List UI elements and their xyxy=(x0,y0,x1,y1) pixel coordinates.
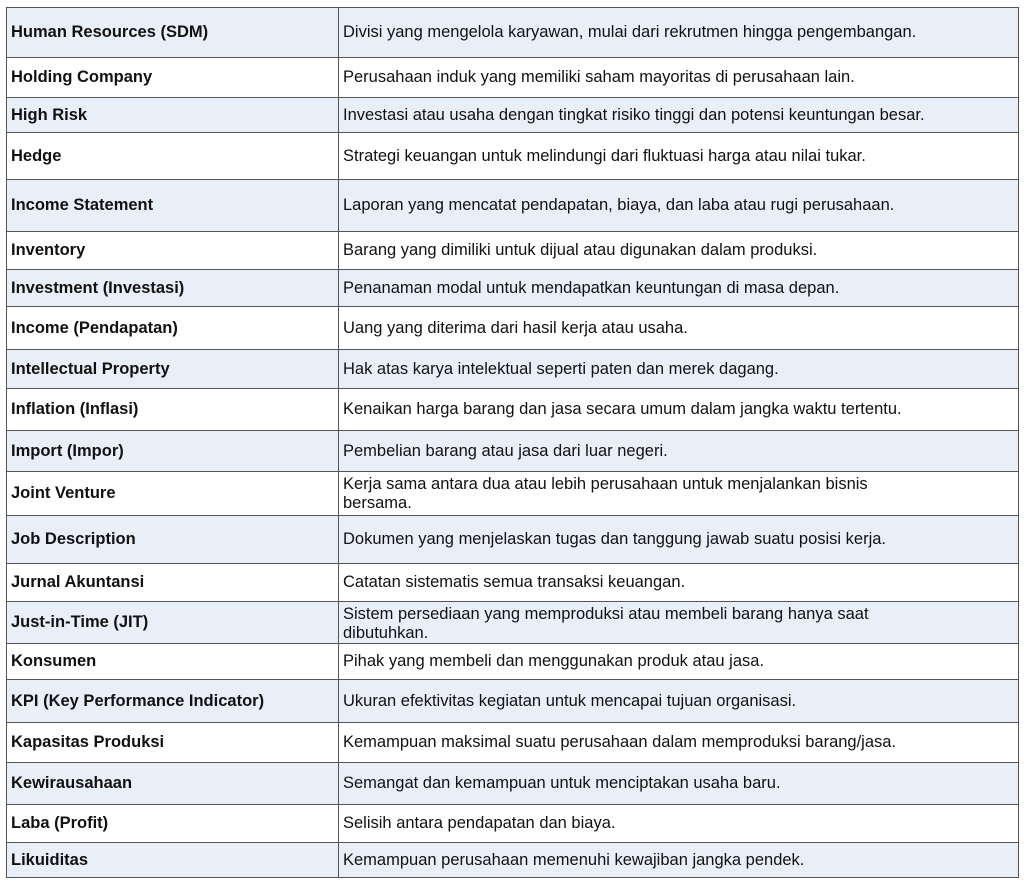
term-cell: Inflation (Inflasi) xyxy=(7,389,339,431)
table-row xyxy=(7,8,1019,58)
table-row xyxy=(7,644,1019,680)
term-cell: Just-in-Time (JIT) xyxy=(7,602,339,644)
term-cell: Likuiditas xyxy=(7,843,339,878)
definition-cell: Penanaman modal untuk mendapatkan keuntungan di masa depan. xyxy=(339,270,1019,307)
definition-cell: Kenaikan harga barang dan jasa secara umum dalam jangka waktu tertentu. xyxy=(339,389,1019,431)
definition-cell: Kerja sama antara dua atau lebih perusahaan untuk menjalankan bisnis bersama. xyxy=(339,472,1019,516)
definition-cell: Strategi keuangan untuk melindungi dari fluktuasi harga atau nilai tukar. xyxy=(339,133,1019,180)
term-cell: Inventory xyxy=(7,232,339,270)
term-cell: Joint Venture xyxy=(7,472,339,516)
definition-cell: Divisi yang mengelola karyawan, mulai dari rekrutmen hingga pengembangan. xyxy=(339,8,1019,58)
term-cell: Hedge xyxy=(7,133,339,180)
term-cell: Income (Pendapatan) xyxy=(7,307,339,350)
table-row xyxy=(7,723,1019,763)
table-row xyxy=(7,805,1019,843)
definition-cell: Kemampuan perusahaan memenuhi kewajiban jangka pendek. xyxy=(339,843,1019,878)
term-cell: Kewirausahaan xyxy=(7,763,339,805)
table-row xyxy=(7,232,1019,270)
definition-cell: Hak atas karya intelektual seperti paten dan merek dagang. xyxy=(339,350,1019,389)
definition-cell: Selisih antara pendapatan dan biaya. xyxy=(339,805,1019,843)
definition-cell: Investasi atau usaha dengan tingkat risiko tinggi dan potensi keuntungan besar. xyxy=(339,98,1019,133)
term-cell: Konsumen xyxy=(7,644,339,680)
table-row xyxy=(7,133,1019,180)
table-row xyxy=(7,602,1019,644)
definition-cell: Uang yang diterima dari hasil kerja atau usaha. xyxy=(339,307,1019,350)
table-row xyxy=(7,307,1019,350)
term-cell: High Risk xyxy=(7,98,339,133)
term-cell: Income Statement xyxy=(7,180,339,232)
table-row xyxy=(7,389,1019,431)
term-cell: Laba (Profit) xyxy=(7,805,339,843)
definition-cell: Semangat dan kemampuan untuk menciptakan usaha baru. xyxy=(339,763,1019,805)
table-row xyxy=(7,180,1019,232)
term-cell: Kapasitas Produksi xyxy=(7,723,339,763)
definition-cell: Dokumen yang menjelaskan tugas dan tanggung jawab suatu posisi kerja. xyxy=(339,516,1019,564)
table-row xyxy=(7,350,1019,389)
term-cell: Import (Impor) xyxy=(7,431,339,472)
definition-cell: Catatan sistematis semua transaksi keuangan. xyxy=(339,564,1019,602)
term-cell: Human Resources (SDM) xyxy=(7,8,339,58)
definition-cell: Laporan yang mencatat pendapatan, biaya, dan laba atau rugi perusahaan. xyxy=(339,180,1019,232)
definition-cell: Kemampuan maksimal suatu perusahaan dalam memproduksi barang/jasa. xyxy=(339,723,1019,763)
term-cell: KPI (Key Performance Indicator) xyxy=(7,680,339,723)
table-row xyxy=(7,58,1019,98)
definition-cell: Pembelian barang atau jasa dari luar negeri. xyxy=(339,431,1019,472)
term-cell: Job Description xyxy=(7,516,339,564)
definition-cell: Barang yang dimiliki untuk dijual atau digunakan dalam produksi. xyxy=(339,232,1019,270)
definition-cell: Ukuran efektivitas kegiatan untuk mencapai tujuan organisasi. xyxy=(339,680,1019,723)
glossary-table xyxy=(6,7,1019,878)
term-cell: Jurnal Akuntansi xyxy=(7,564,339,602)
table-row xyxy=(7,843,1019,878)
term-cell: Intellectual Property xyxy=(7,350,339,389)
term-cell: Holding Company xyxy=(7,58,339,98)
table-row xyxy=(7,472,1019,516)
table-row xyxy=(7,270,1019,307)
table-row xyxy=(7,516,1019,564)
definition-text: Sistem persediaan yang memproduksi atau membeli barang hanya saat dibutuhkan. xyxy=(343,604,869,641)
term-cell: Investment (Investasi) xyxy=(7,270,339,307)
table-row xyxy=(7,564,1019,602)
table-row xyxy=(7,431,1019,472)
definition-cell: Perusahaan induk yang memiliki saham mayoritas di perusahaan lain. xyxy=(339,58,1019,98)
definition-cell: Pihak yang membeli dan menggunakan produk atau jasa. xyxy=(339,644,1019,680)
definition-cell xyxy=(339,602,1019,644)
table-row xyxy=(7,763,1019,805)
table-row xyxy=(7,680,1019,723)
table-row xyxy=(7,98,1019,133)
